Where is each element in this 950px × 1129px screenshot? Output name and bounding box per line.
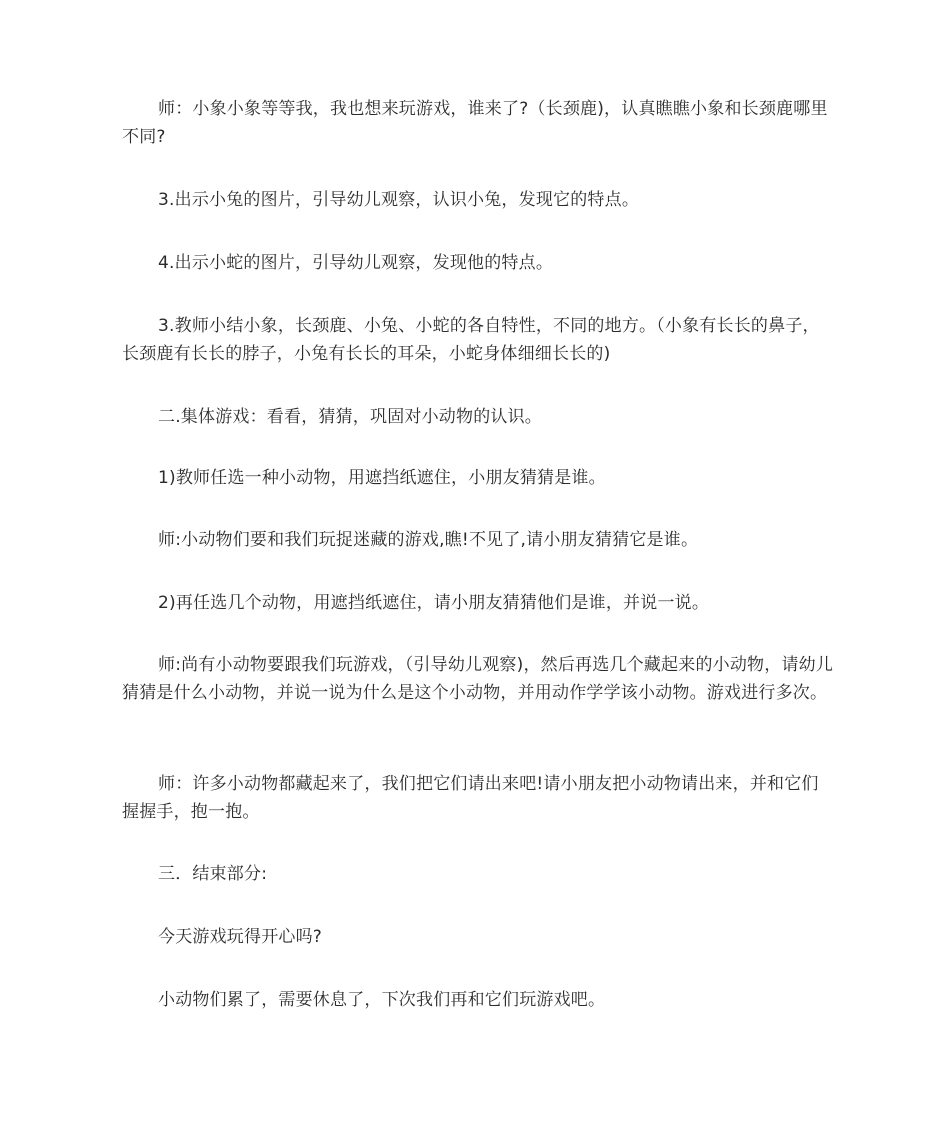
paragraph-rabbit-picture: 3.出示小兔的图片，引导幼儿观察，认识小兔，发现它的特点。 <box>158 190 640 210</box>
paragraph-hide-and-seek: 师:小动物们要和我们玩捉迷藏的游戏,瞧!不见了,请小朋友猜猜它是谁。 <box>158 530 699 550</box>
paragraph-closing: 小动物们累了，需要休息了，下次我们再和它们玩游戏吧。 <box>158 990 606 1010</box>
paragraph-group-game-heading: 二.集体游戏：看看，猜猜，巩固对小动物的认识。 <box>158 407 543 427</box>
paragraph-giraffe-question: 师：小象小象等等我，我也想来玩游戏，谁来了?（长颈鹿)，认真瞧瞧小象和长颈鹿哪里不同? <box>122 99 828 147</box>
paragraph-step-1: 1)教师任选一种小动物，用遮挡纸遮住，小朋友猜猜是谁。 <box>158 468 606 488</box>
paragraph-snake-picture: 4.出示小蛇的图片，引导幼儿观察，发现他的特点。 <box>158 253 554 273</box>
paragraph-invite-out: 师：许多小动物都藏起来了，我们把它们请出来吧!请小朋友把小动物请出来，并和它们握握手，抱一抱。 <box>122 774 819 822</box>
paragraph-step-2: 2)再任选几个动物，用遮挡纸遮住，请小朋友猜猜他们是谁，并说一说。 <box>158 593 710 613</box>
paragraph-teacher-summary: 3.教师小结小象，长颈鹿、小兔、小蛇的各自特性，不同的地方。（小象有长长的鼻子，长颈鹿有长长的脖子，小兔有长长的耳朵，小蛇身体细细长长的) <box>122 316 820 364</box>
paragraph-ending-heading: 三．结束部分: <box>158 864 268 884</box>
paragraph-more-animals: 师:尚有小动物要跟我们玩游戏，（引导幼儿观察)，然后再选几个藏起来的小动物，请幼儿猜猜是什么小动物，并说一说为什么是这个小动物，并用动作学学该小动物。游戏进行多次。 <box>122 655 834 703</box>
paragraph-fun-question: 今天游戏玩得开心吗? <box>158 927 323 947</box>
